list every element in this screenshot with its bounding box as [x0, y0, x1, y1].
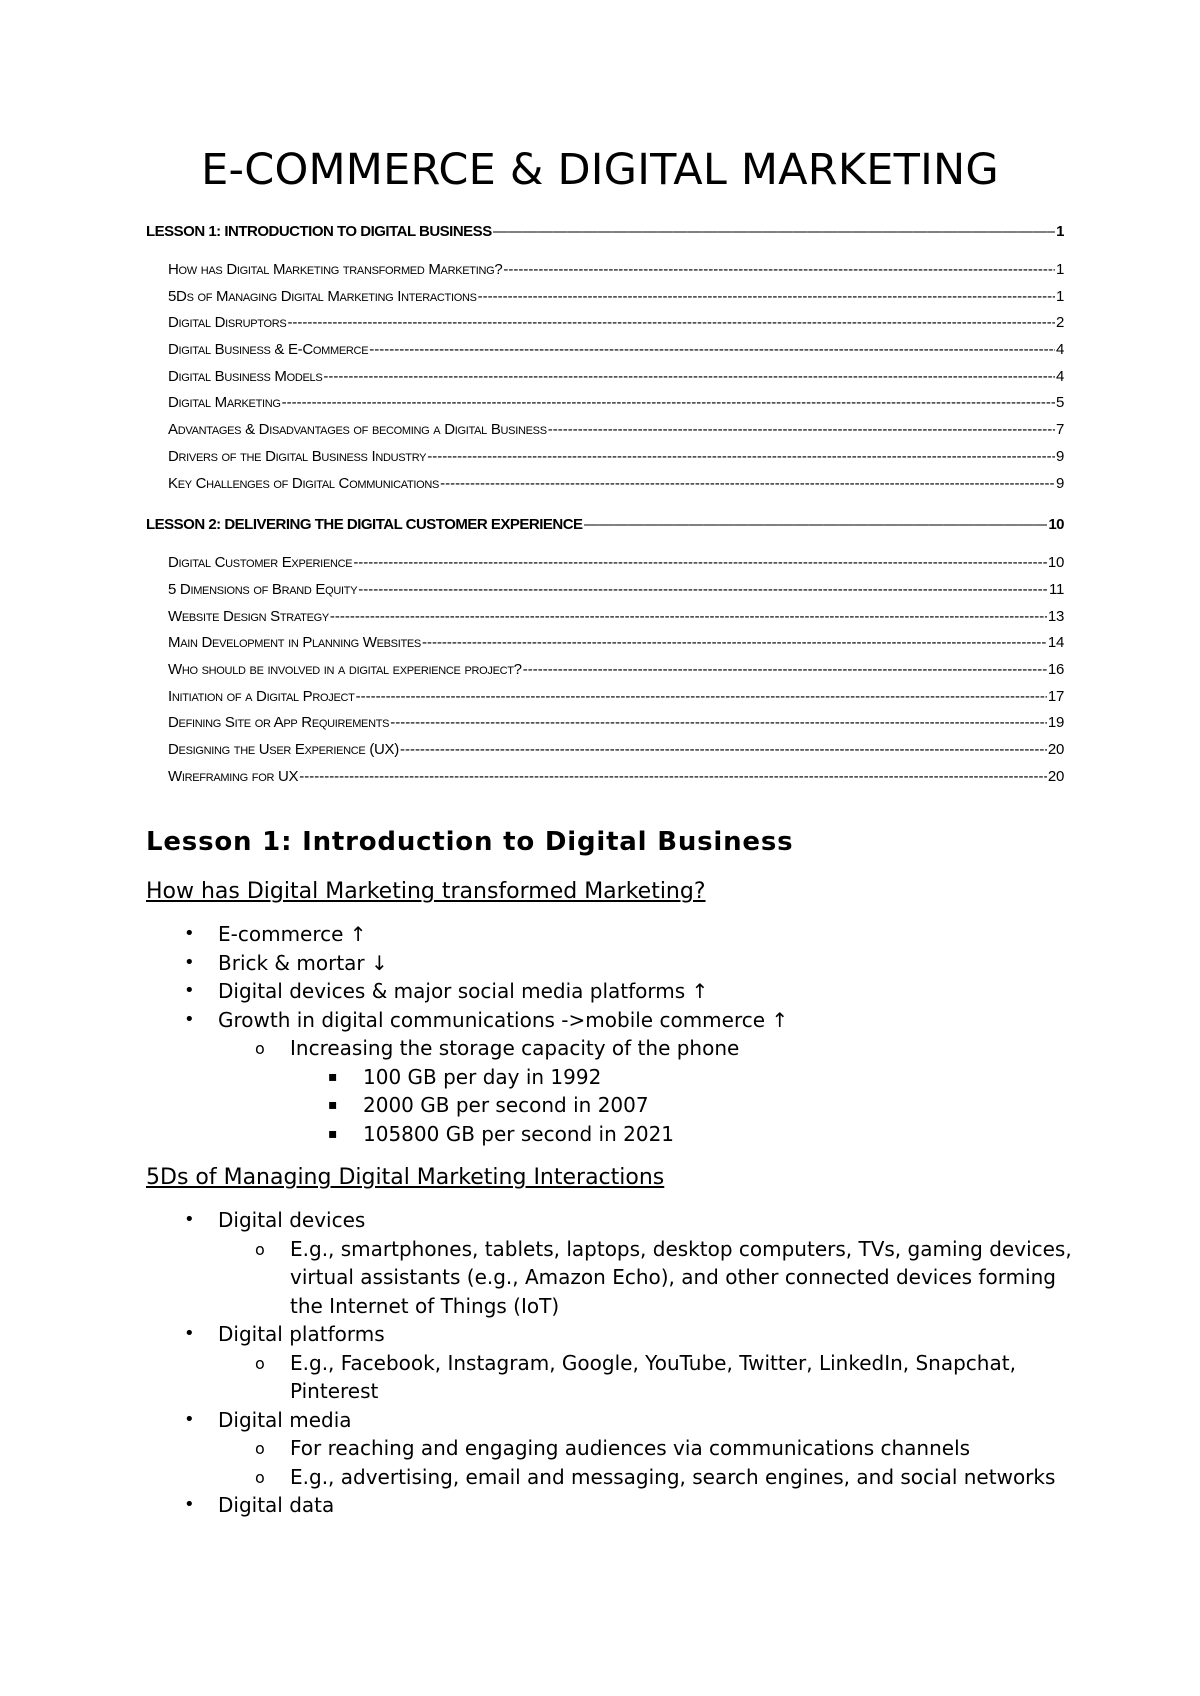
list-item — [328, 1063, 1076, 1092]
toc-leader — [478, 284, 1055, 311]
toc-leader — [427, 444, 1055, 471]
list-item — [146, 1406, 1076, 1492]
toc-entry-label: Digital Business Models — [168, 367, 323, 385]
toc-entry[interactable] — [146, 310, 1064, 337]
list-item — [146, 1006, 1076, 1149]
toc-page-number: 10 — [1047, 554, 1064, 572]
bullet-marker: • — [184, 1323, 195, 1344]
toc-leader — [422, 630, 1047, 657]
bullet-marker: • — [184, 1209, 195, 1230]
list-item-text: Digital devices & major social media platforms ↑ — [218, 979, 709, 1003]
toc-entry-label: Designing the User Experience (UX) — [168, 741, 399, 758]
list-item — [255, 1034, 1076, 1148]
toc-leader — [330, 604, 1047, 631]
toc-entry-label: Digital Business & E-Commerce — [168, 341, 369, 359]
toc-leader — [358, 577, 1048, 604]
toc-lesson-2[interactable] — [146, 511, 1064, 538]
list-item — [146, 1320, 1076, 1406]
toc-leader — [323, 364, 1055, 391]
toc-entry[interactable] — [146, 764, 1064, 791]
list-item-text: 2000 GB per second in 2007 — [363, 1093, 649, 1117]
bullet-marker: • — [184, 951, 195, 973]
list-item-text: Digital data — [218, 1493, 335, 1517]
toc-entry[interactable] — [146, 444, 1064, 471]
toc-entry-label: Digital Customer Experience — [168, 554, 353, 572]
document-body — [146, 822, 1076, 1520]
toc-entry-label: 5Ds of Managing Digital Marketing Interactions — [168, 287, 477, 305]
list-item-text: E.g., Facebook, Instagram, Google, YouTube, Twitter, LinkedIn, Snapchat, Pinterest — [290, 1350, 1016, 1403]
list-item-text: Digital media — [218, 1407, 352, 1432]
list-item — [146, 1206, 1076, 1320]
square-marker: ▪ — [328, 1125, 338, 1142]
circle-marker: o — [255, 1039, 265, 1058]
toc-lesson-2-entries — [146, 550, 1064, 790]
sub-list — [255, 1235, 1076, 1321]
toc-entry[interactable] — [146, 630, 1064, 657]
sub-list — [255, 1434, 1076, 1491]
list-item — [255, 1235, 1076, 1321]
toc-leader — [356, 684, 1047, 711]
toc-entry[interactable] — [146, 390, 1064, 417]
toc-page-number: 13 — [1047, 607, 1064, 625]
toc-page-number: 2 — [1055, 314, 1064, 332]
bullet-marker: • — [184, 1008, 195, 1030]
list-item-text: Digital platforms — [218, 1322, 385, 1346]
bullet-marker: • — [184, 980, 195, 1001]
toc-leader — [440, 471, 1055, 498]
list-item — [255, 1349, 1076, 1406]
circle-marker: o — [255, 1239, 265, 1259]
list-item-text: For reaching and engaging audiences via communications channels — [290, 1436, 971, 1460]
bullet-marker: • — [184, 923, 195, 944]
section-heading: 5Ds of Managing Digital Marketing Interactions — [146, 1165, 665, 1190]
toc-entry[interactable] — [146, 684, 1064, 711]
bullet-list — [146, 1206, 1076, 1520]
toc-page-number: 1 — [1056, 223, 1064, 240]
toc-entry[interactable] — [146, 737, 1064, 764]
toc-entry-label: Website Design Strategy — [168, 607, 329, 625]
toc-entry[interactable] — [146, 657, 1064, 684]
toc-entry-label: Defining Site or App Requirements — [168, 714, 390, 732]
toc-page-number: 14 — [1047, 634, 1064, 652]
toc-entry-label: Who should be involved in a digital experience project? — [168, 660, 522, 678]
square-marker: ▪ — [328, 1068, 338, 1085]
list-item — [146, 949, 1076, 978]
list-item-text: E-commerce ↑ — [218, 922, 367, 946]
toc-entry[interactable] — [146, 284, 1064, 311]
toc-entry-label: How has Digital Marketing transformed Marketing? — [168, 261, 503, 278]
toc-entry-label: Advantages & Disadvantages of becoming a Digital Business — [168, 421, 547, 439]
toc-entry[interactable] — [146, 710, 1064, 737]
toc-entry[interactable] — [146, 364, 1064, 391]
toc-lesson-label: LESSON 2: DELIVERING THE DIGITAL CUSTOMER EXPERIENCE — [146, 516, 583, 534]
bullet-list — [146, 920, 1076, 1148]
toc-entry[interactable] — [146, 604, 1064, 631]
toc-leader — [369, 337, 1055, 364]
toc-entry-label: Initiation of a Digital Project — [168, 687, 355, 705]
list-item-text: E.g., smartphones, tablets, laptops, desktop computers, TVs, gaming devices, virtual assistants (e.g., Amazon Echo), and other connected devices forming the Internet of Things (IoT) — [290, 1236, 1072, 1318]
toc-leader — [287, 310, 1055, 337]
toc-page-number: 20 — [1047, 741, 1064, 758]
document-title: E-COMMERCE & DIGITAL MARKETING — [201, 145, 999, 195]
toc-leader — [503, 257, 1055, 284]
toc-lesson-label: LESSON 1: INTRODUCTION TO DIGITAL BUSINESS — [146, 223, 492, 240]
toc-page-number: 7 — [1055, 421, 1064, 439]
toc-lesson-1-entries — [146, 257, 1064, 497]
toc-leader — [353, 550, 1047, 577]
list-item-text: Growth in digital communications ->mobile commerce ↑ — [218, 1007, 789, 1032]
sub-list — [255, 1034, 1076, 1148]
toc-entry-label: Digital Disruptors — [168, 314, 287, 332]
circle-marker: o — [255, 1353, 265, 1373]
list-item — [255, 1463, 1076, 1492]
toc-entry[interactable] — [146, 577, 1064, 604]
toc-page-number: 10 — [1048, 516, 1064, 534]
toc-entry[interactable] — [146, 417, 1064, 444]
toc-page-number: 4 — [1055, 367, 1064, 385]
toc-entry-label: Wireframing for UX — [168, 767, 299, 785]
list-item-text: 100 GB per day in 1992 — [363, 1064, 602, 1089]
section-heading: How has Digital Marketing transformed Marketing? — [146, 879, 706, 904]
list-item-text: Increasing the storage capacity of the phone — [290, 1036, 740, 1060]
list-item — [146, 977, 1076, 1006]
toc-entry[interactable] — [146, 337, 1064, 364]
bullet-marker: • — [184, 1408, 195, 1430]
list-item-text: 105800 GB per second in 2021 — [363, 1121, 675, 1146]
toc-page-number: 19 — [1047, 714, 1064, 732]
toc-entry-label: Key Challenges of Digital Communications — [168, 474, 440, 492]
toc-page-number: 11 — [1049, 580, 1064, 598]
toc-page-number: 4 — [1055, 341, 1064, 359]
toc-page-number: 20 — [1047, 767, 1064, 785]
toc-entry-label: 5 Dimensions of Brand Equity — [168, 580, 358, 598]
lesson-heading: Lesson 1: Introduction to Digital Business — [146, 827, 794, 857]
list-item — [146, 920, 1076, 949]
toc-leader — [523, 657, 1047, 684]
toc-page-number: 5 — [1055, 394, 1064, 412]
sub-list — [255, 1349, 1076, 1406]
toc-page-number: 1 — [1055, 287, 1064, 305]
list-item-text: Digital devices — [218, 1208, 366, 1232]
toc-page-number: 9 — [1055, 474, 1064, 492]
toc-leader — [400, 737, 1047, 764]
bullet-marker: • — [184, 1494, 195, 1515]
toc-leader — [584, 511, 1048, 538]
toc-leader — [299, 764, 1047, 791]
list-item — [146, 1491, 1076, 1520]
toc-entry-label: Digital Marketing — [168, 394, 281, 412]
list-item-text: Brick & mortar ↓ — [218, 950, 388, 975]
toc-leader — [493, 218, 1055, 245]
toc-entry[interactable] — [146, 257, 1064, 284]
list-item — [328, 1091, 1076, 1120]
list-item — [328, 1120, 1076, 1149]
toc-leader — [282, 390, 1055, 417]
circle-marker: o — [255, 1439, 265, 1458]
list-item-text: E.g., advertising, email and messaging, search engines, and social networks — [290, 1464, 1056, 1489]
sub-sub-list — [328, 1063, 1076, 1149]
table-of-contents — [146, 218, 1064, 790]
toc-leader — [548, 417, 1055, 444]
toc-leader — [390, 710, 1047, 737]
square-marker: ▪ — [328, 1097, 338, 1113]
toc-entry[interactable] — [146, 550, 1064, 577]
toc-page-number: 16 — [1047, 660, 1064, 678]
toc-lesson-1[interactable] — [146, 218, 1064, 245]
toc-entry-label: Main Development in Planning Websites — [168, 634, 421, 652]
toc-page-number: 17 — [1047, 687, 1064, 705]
list-item — [255, 1434, 1076, 1463]
toc-page-number: 1 — [1055, 261, 1064, 278]
circle-marker: o — [255, 1467, 265, 1487]
toc-entry[interactable] — [146, 471, 1064, 498]
toc-page-number: 9 — [1055, 447, 1064, 465]
toc-entry-label: Drivers of the Digital Business Industry — [168, 447, 427, 465]
